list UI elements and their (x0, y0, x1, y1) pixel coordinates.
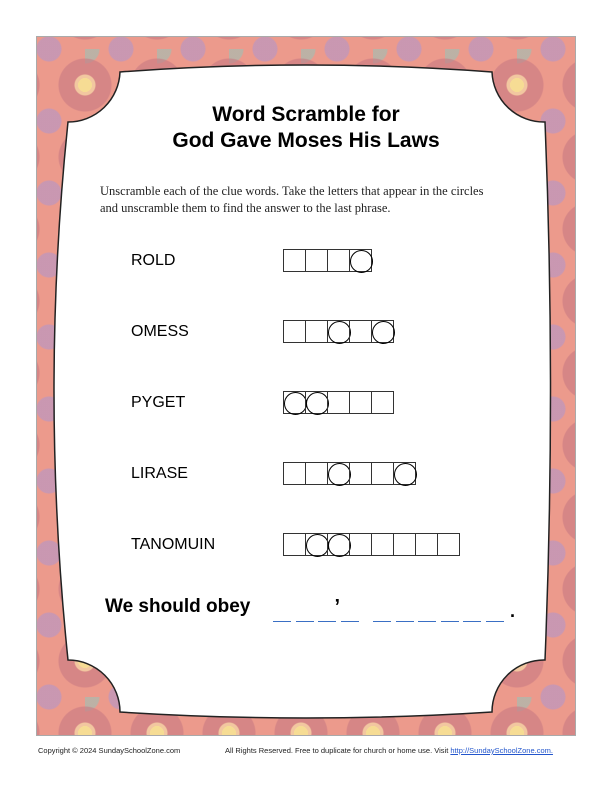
letter-box[interactable] (283, 320, 306, 343)
letter-box[interactable] (437, 533, 460, 556)
clue-word: LIRASE (131, 465, 188, 482)
circled-letter-box[interactable] (393, 462, 416, 485)
letter-box[interactable] (283, 462, 306, 485)
blank[interactable] (318, 600, 336, 622)
blank[interactable] (373, 600, 391, 622)
letter-box[interactable] (349, 533, 372, 556)
letter-box[interactable] (327, 249, 350, 272)
letter-box[interactable] (371, 462, 394, 485)
clue-word: OMESS (131, 323, 189, 340)
blank[interactable] (463, 600, 481, 622)
circled-letter-box[interactable] (327, 462, 350, 485)
period: . (510, 601, 516, 621)
letter-box[interactable] (371, 533, 394, 556)
blank[interactable] (341, 600, 359, 622)
circled-letter-box[interactable] (305, 391, 328, 414)
clue-word: PYGET (131, 394, 186, 411)
letter-box[interactable] (327, 391, 350, 414)
answer-boxes (284, 391, 394, 414)
letter-box[interactable] (393, 533, 416, 556)
blank[interactable] (486, 600, 504, 622)
rights-text (225, 746, 553, 755)
title-line-2: God Gave Moses His Laws (172, 129, 440, 152)
letter-box[interactable] (349, 462, 372, 485)
letter-box[interactable] (349, 320, 372, 343)
circled-letter-box[interactable] (283, 391, 306, 414)
blank[interactable] (296, 600, 314, 622)
letter-box[interactable] (349, 391, 372, 414)
clue-word: TANOMUIN (131, 536, 216, 553)
answer-boxes (284, 320, 394, 343)
blank[interactable] (441, 600, 459, 622)
letter-box[interactable] (305, 320, 328, 343)
letter-box[interactable] (415, 533, 438, 556)
instructions: Unscramble each of the clue words. Take the letters that appear in the circles and unscramble them to find the answer to the last phrase. (100, 184, 484, 215)
circled-letter-box[interactable] (349, 249, 372, 272)
title-line-1: Word Scramble for (212, 103, 400, 126)
circled-letter-box[interactable] (371, 320, 394, 343)
blank[interactable] (418, 600, 436, 622)
apostrophe: ’ (334, 596, 341, 618)
clue-word: ROLD (131, 252, 176, 269)
letter-box[interactable] (283, 533, 306, 556)
letter-box[interactable] (305, 249, 328, 272)
circled-letter-box[interactable] (327, 533, 350, 556)
answer-blanks[interactable] (273, 596, 515, 622)
answer-boxes (284, 462, 416, 485)
blank[interactable] (273, 600, 291, 622)
copyright: Copyright © 2024 SundaySchoolZone.com (38, 746, 181, 755)
letter-box[interactable] (305, 462, 328, 485)
circled-letter-box[interactable] (327, 320, 350, 343)
rights-label: All Rights Reserved. Free to duplicate for church or home use. Visit (225, 746, 451, 755)
answer-boxes (284, 249, 372, 272)
final-phrase: We should obey (105, 596, 251, 617)
blank[interactable] (396, 600, 414, 622)
answer-boxes (284, 533, 460, 556)
site-link[interactable]: http://SundaySchoolZone.com. (450, 746, 553, 755)
letter-box[interactable] (371, 391, 394, 414)
letter-box[interactable] (283, 249, 306, 272)
circled-letter-box[interactable] (305, 533, 328, 556)
